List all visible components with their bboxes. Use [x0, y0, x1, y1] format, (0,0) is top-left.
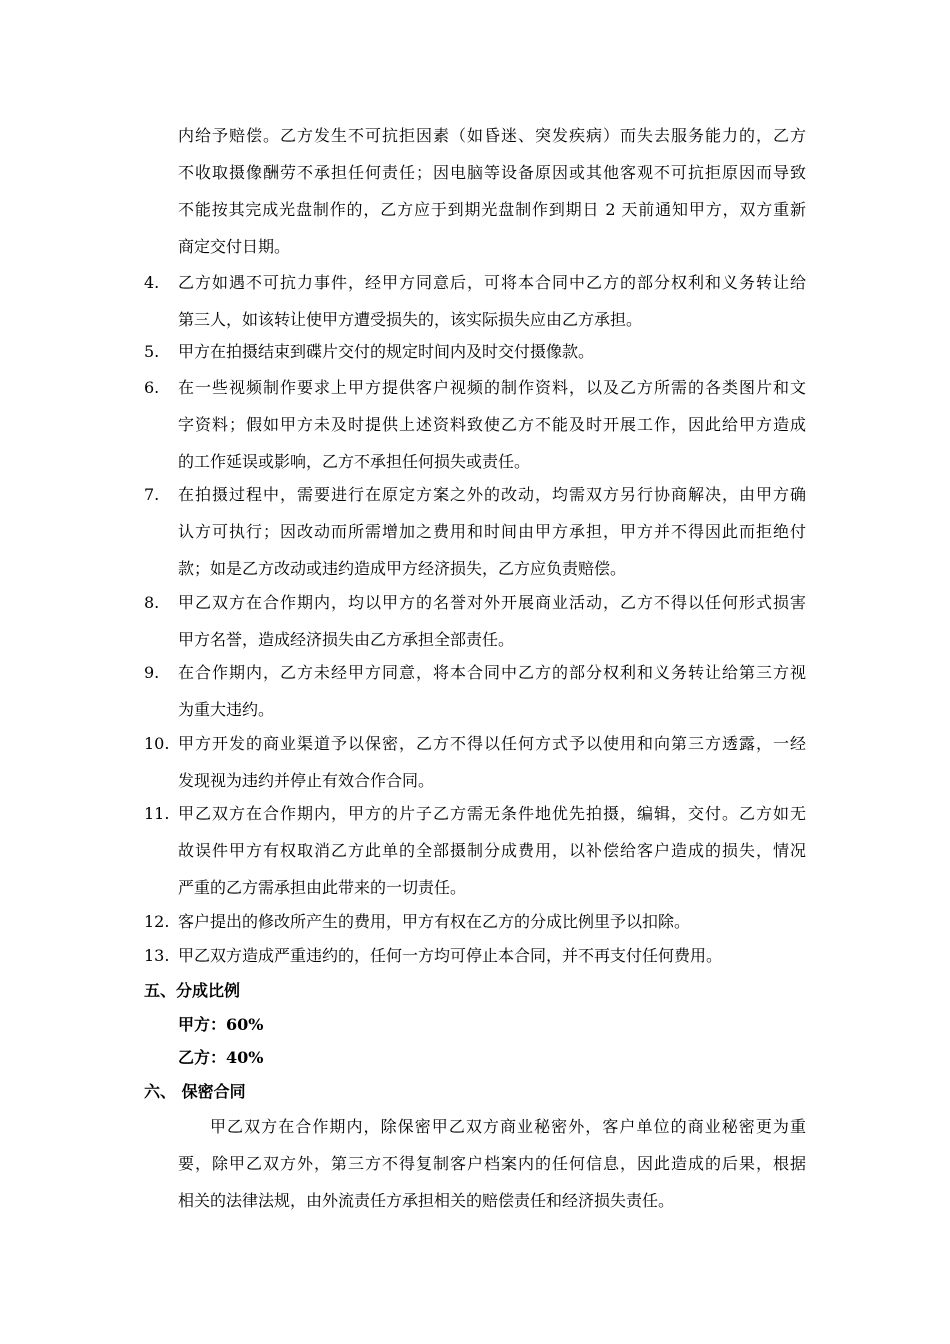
- item-number: 4.: [144, 273, 160, 292]
- item-number: 6.: [144, 378, 160, 397]
- item-number: 11.: [144, 804, 170, 823]
- item-number: 7.: [144, 485, 160, 504]
- item-number: 13.: [144, 946, 170, 965]
- item-number: 8.: [144, 593, 160, 612]
- item-number: 5.: [144, 342, 160, 361]
- item-number: 9.: [144, 663, 160, 682]
- document-page: 内给予赔偿。乙方发生不可抗拒因素（如昏迷、突发疾病）而失去服务能力的，乙方 不收取摄像酬劳不承担任何责任；因电脑等设备原因或其他客观不可抗拒原因而导致 不能按其完成光盘制作的，乙方应于到期光盘制作到期日 2 天前通知甲方，双方重新 商定交付日期。 4. 乙方如遇不可抗力事件，经甲方同意后，可将本合同中乙方的部分权利和义务转让给 第三人，如该转让使甲方遭受损失的，该实际损失应由乙方承担。 5. 甲方在拍摄结束到碟片交付的规定时间内及时交付摄像款。 6. 在一些视频制作要求上甲方提供客户视频的制作资料，以及乙方所需的各类图片和文 字资料；假如甲方未及时提供上述资料致使乙方不能及时开展工作，因此给甲方造成 的工作延误或影响，乙方不承担任何损失或责任。 7. 在拍摄过程中，需要进行在原定方案之外的改动，均需双方另行协商解决，由甲方确 认方可执行；因改动而所需增加之费用和时间由甲方承担，甲方并不得因此而拒绝付 款；如是乙方改动或违约造成甲方经济损失，乙方应负责赔偿。 8. 甲乙双方在合作期内，均以甲方的名誉对外开展商业活动，乙方不得以任何形式损害 甲方名誉，造成经济损失由乙方承担全部责任。 9. 在合作期内，乙方未经甲方同意，将本合同中乙方的部分权利和义务转让给第三方视 为重大违约。 10. 甲方开发的商业渠道予以保密，乙方不得以任何方式予以使用和向第三方透露，一经 发现视为违约并停止有效合作合同。 11. 甲乙双方在合作期内，甲方的片子乙方需无条件地优先拍摄，编辑，交付。乙方如无 故误件甲方有权取消乙方此单的全部摄制分成费用，以补偿给客户造成的损失，情况 严重的乙方需承担由此带来的一切责任。 12. 客户提出的修改所产生的费用，甲方有权在乙方的分成比例里予以扣除。 13. 甲乙双方造成严重违约的，任何一方均可停止本合同，并不再支付任何费用。 五、分成比例 甲方：60% 乙方：40% 六、 保密合同 甲乙双方在合作期内，除保密甲乙双方商业秘密外，客户单位的商业秘密更为重 要，除甲乙双方外，第三方不得复制客户档案内的任何信息，因此造成的后果，根据 相关的法律法规，由外流责任方承担相关的赔偿责任和经济损失责任。: [144, 126, 806, 1210]
- item-number: 10.: [144, 734, 170, 753]
- item-number: 12.: [144, 912, 170, 931]
